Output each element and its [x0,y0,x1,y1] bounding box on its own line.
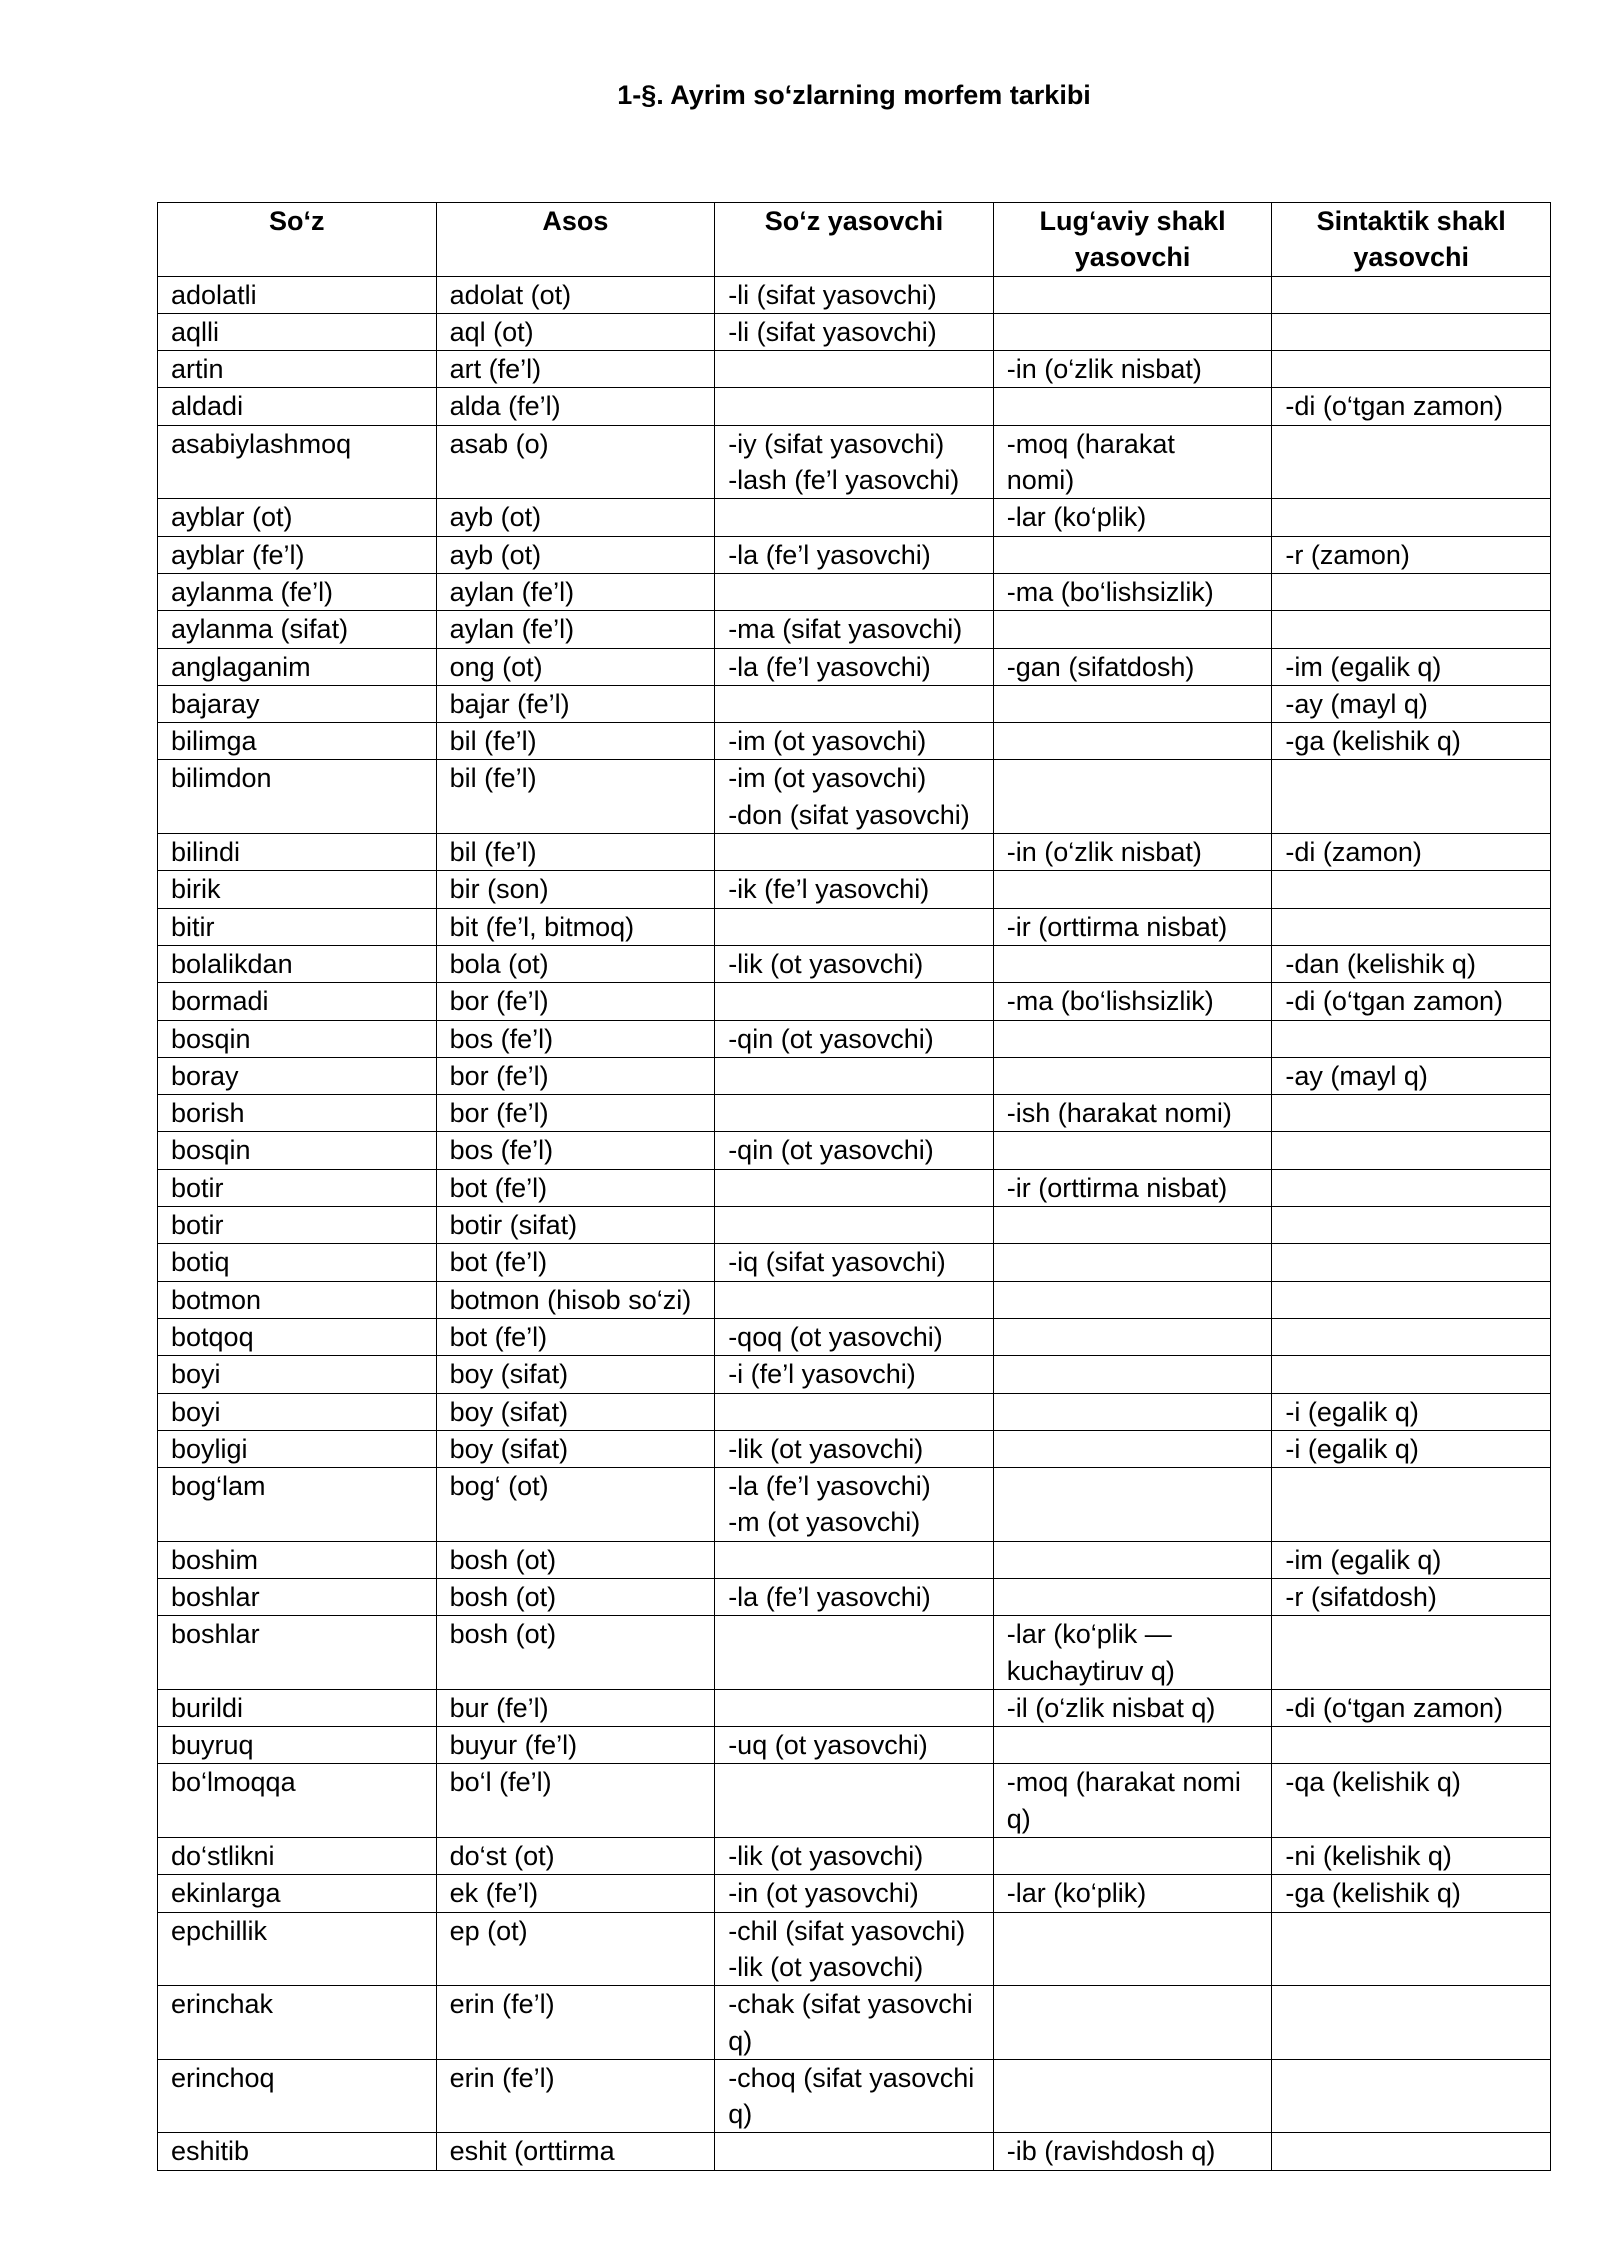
cell-syntactic-form-affix [1272,351,1551,388]
cell-derivational-affix: -im (ot yasovchi) [715,723,994,760]
cell-lexical-form-affix [993,1838,1272,1875]
cell-derivational-affix: -la (fe’l yasovchi) [715,1578,994,1615]
cell-syntactic-form-affix [1272,611,1551,648]
cell-derivational-affix [715,685,994,722]
cell-derivational-affix [715,1281,994,1318]
cell-syntactic-form-affix: -ga (kelishik q) [1272,1875,1551,1912]
cell-syntactic-form-affix [1272,1912,1551,1986]
cell-word: boray [158,1057,437,1094]
cell-derivational-affix [715,1169,994,1206]
table-row [158,1430,1551,1467]
cell-stem: boy (sifat) [436,1430,715,1467]
cell-derivational-affix [715,1616,994,1690]
cell-syntactic-form-affix [1272,2133,1551,2170]
cell-stem: bor (fe’l) [436,1095,715,1132]
cell-lexical-form-affix: -in (o‘zlik nisbat) [993,834,1272,871]
cell-syntactic-form-affix: -di (o‘tgan zamon) [1272,983,1551,1020]
cell-lexical-form-affix [993,1020,1272,1057]
cell-word: artin [158,351,437,388]
cell-stem: botir (sifat) [436,1207,715,1244]
table-row [158,611,1551,648]
cell-word: ayblar (ot) [158,499,437,536]
cell-derivational-affix [715,1057,994,1094]
cell-word: bilindi [158,834,437,871]
cell-word: birik [158,871,437,908]
cell-stem: bot (fe’l) [436,1169,715,1206]
cell-derivational-affix: -la (fe’l yasovchi) -m (ot yasovchi) [715,1468,994,1542]
table-row [158,2133,1551,2170]
cell-stem: bil (fe’l) [436,760,715,834]
cell-lexical-form-affix [993,1578,1272,1615]
cell-word: borish [158,1095,437,1132]
cell-stem: botmon (hisob so‘zi) [436,1281,715,1318]
cell-syntactic-form-affix: -i (egalik q) [1272,1430,1551,1467]
cell-lexical-form-affix [993,723,1272,760]
cell-derivational-affix [715,983,994,1020]
cell-syntactic-form-affix: -ay (mayl q) [1272,685,1551,722]
cell-syntactic-form-affix [1272,1244,1551,1281]
cell-syntactic-form-affix [1272,760,1551,834]
table-row [158,1244,1551,1281]
cell-word: eshitib [158,2133,437,2170]
table-header-row [158,203,1551,277]
cell-derivational-affix: -im (ot yasovchi) -don (sifat yasovchi) [715,760,994,834]
cell-word: bitir [158,908,437,945]
cell-derivational-affix [715,388,994,425]
cell-stem: aylan (fe’l) [436,573,715,610]
cell-stem: aql (ot) [436,313,715,350]
table-row [158,871,1551,908]
cell-lexical-form-affix [993,611,1272,648]
morpheme-table [157,202,1551,2171]
cell-stem: boy (sifat) [436,1356,715,1393]
cell-derivational-affix [715,834,994,871]
cell-stem: bot (fe’l) [436,1244,715,1281]
cell-derivational-affix: -lik (ot yasovchi) [715,1838,994,1875]
cell-syntactic-form-affix [1272,1727,1551,1764]
cell-stem: bos (fe’l) [436,1132,715,1169]
cell-derivational-affix: -chak (sifat yasovchi q) [715,1986,994,2060]
table-row [158,1727,1551,1764]
cell-lexical-form-affix [993,1132,1272,1169]
cell-word: botir [158,1169,437,1206]
cell-stem: bola (ot) [436,945,715,982]
cell-syntactic-form-affix: -im (egalik q) [1272,1541,1551,1578]
cell-syntactic-form-affix [1272,1986,1551,2060]
cell-lexical-form-affix [993,313,1272,350]
cell-word: bajaray [158,685,437,722]
cell-word: erinchak [158,1986,437,2060]
cell-stem: alda (fe’l) [436,388,715,425]
table-row [158,1986,1551,2060]
cell-syntactic-form-affix [1272,1020,1551,1057]
cell-lexical-form-affix [993,1244,1272,1281]
table-row [158,1169,1551,1206]
cell-word: buyruq [158,1727,437,1764]
table-row [158,1132,1551,1169]
column-header-lexical-form-affix: Lug‘aviy shakl yasovchi [993,203,1272,277]
table-row [158,276,1551,313]
cell-word: burildi [158,1689,437,1726]
cell-stem: erin (fe’l) [436,1986,715,2060]
cell-word: aylanma (sifat) [158,611,437,648]
table-row [158,834,1551,871]
table-row [158,1578,1551,1615]
cell-stem: bor (fe’l) [436,983,715,1020]
cell-stem: bajar (fe’l) [436,685,715,722]
cell-syntactic-form-affix: -r (sifatdosh) [1272,1578,1551,1615]
table-row [158,499,1551,536]
cell-lexical-form-affix [993,1468,1272,1542]
cell-derivational-affix: -qoq (ot yasovchi) [715,1318,994,1355]
cell-syntactic-form-affix [1272,2059,1551,2133]
table-row [158,1541,1551,1578]
table-row [158,351,1551,388]
cell-derivational-affix [715,499,994,536]
table-row [158,760,1551,834]
cell-stem: bir (son) [436,871,715,908]
table-row [158,723,1551,760]
table-row [158,1318,1551,1355]
cell-stem: bosh (ot) [436,1578,715,1615]
cell-stem: bit (fe’l, bitmoq) [436,908,715,945]
cell-lexical-form-affix: -lar (ko‘plik) [993,499,1272,536]
table-row [158,1057,1551,1094]
cell-derivational-affix: -la (fe’l yasovchi) [715,648,994,685]
cell-word: epchillik [158,1912,437,1986]
cell-syntactic-form-affix [1272,573,1551,610]
table-row [158,1689,1551,1726]
cell-syntactic-form-affix [1272,908,1551,945]
table-row [158,313,1551,350]
cell-stem: ek (fe’l) [436,1875,715,1912]
cell-stem: adolat (ot) [436,276,715,313]
cell-lexical-form-affix: -moq (harakat nomi q) [993,1764,1272,1838]
cell-syntactic-form-affix [1272,1356,1551,1393]
cell-lexical-form-affix [993,1912,1272,1986]
cell-lexical-form-affix [993,1281,1272,1318]
table-row [158,1764,1551,1838]
cell-word: bosqin [158,1132,437,1169]
cell-stem: bur (fe’l) [436,1689,715,1726]
cell-word: boyi [158,1356,437,1393]
cell-derivational-affix: -iq (sifat yasovchi) [715,1244,994,1281]
cell-word: aylanma (fe’l) [158,573,437,610]
cell-stem: bog‘ (ot) [436,1468,715,1542]
cell-stem: buyur (fe’l) [436,1727,715,1764]
cell-derivational-affix: -ma (sifat yasovchi) [715,611,994,648]
table-row [158,1912,1551,1986]
cell-syntactic-form-affix: -ga (kelishik q) [1272,723,1551,760]
cell-derivational-affix: -in (ot yasovchi) [715,1875,994,1912]
cell-lexical-form-affix [993,1318,1272,1355]
cell-stem: bos (fe’l) [436,1020,715,1057]
cell-syntactic-form-affix [1272,1468,1551,1542]
cell-derivational-affix: -qin (ot yasovchi) [715,1132,994,1169]
cell-lexical-form-affix [993,1356,1272,1393]
cell-stem: bosh (ot) [436,1616,715,1690]
cell-syntactic-form-affix: -di (o‘tgan zamon) [1272,388,1551,425]
table-row [158,388,1551,425]
cell-derivational-affix: -uq (ot yasovchi) [715,1727,994,1764]
cell-syntactic-form-affix [1272,313,1551,350]
cell-derivational-affix [715,1541,994,1578]
column-header-stem: Asos [436,203,715,277]
cell-derivational-affix [715,351,994,388]
cell-lexical-form-affix [993,388,1272,425]
table-row [158,1207,1551,1244]
cell-lexical-form-affix [993,1430,1272,1467]
cell-word: bormadi [158,983,437,1020]
cell-word: botqoq [158,1318,437,1355]
table-row [158,1616,1551,1690]
table-row [158,1838,1551,1875]
cell-syntactic-form-affix: -ni (kelishik q) [1272,1838,1551,1875]
cell-stem: ayb (ot) [436,536,715,573]
cell-derivational-affix: -chil (sifat yasovchi) -lik (ot yasovchi) [715,1912,994,1986]
cell-derivational-affix: -li (sifat yasovchi) [715,313,994,350]
cell-lexical-form-affix [993,1541,1272,1578]
cell-lexical-form-affix [993,1393,1272,1430]
cell-word: asabiylashmoq [158,425,437,499]
table-row [158,1468,1551,1542]
cell-word: aldadi [158,388,437,425]
cell-derivational-affix: -li (sifat yasovchi) [715,276,994,313]
cell-lexical-form-affix [993,2059,1272,2133]
cell-derivational-affix: -i (fe’l yasovchi) [715,1356,994,1393]
cell-word: bosqin [158,1020,437,1057]
table-row [158,1393,1551,1430]
cell-lexical-form-affix: -lar (ko‘plik) [993,1875,1272,1912]
cell-syntactic-form-affix [1272,1281,1551,1318]
cell-lexical-form-affix: -ma (bo‘lishsizlik) [993,573,1272,610]
cell-word: bolalikdan [158,945,437,982]
cell-lexical-form-affix [993,1727,1272,1764]
table-row [158,945,1551,982]
cell-derivational-affix [715,908,994,945]
cell-stem: bil (fe’l) [436,723,715,760]
cell-stem: aylan (fe’l) [436,611,715,648]
cell-word: adolatli [158,276,437,313]
cell-derivational-affix: -qin (ot yasovchi) [715,1020,994,1057]
cell-stem: erin (fe’l) [436,2059,715,2133]
cell-syntactic-form-affix [1272,499,1551,536]
cell-stem: boy (sifat) [436,1393,715,1430]
cell-stem: eshit (orttirma [436,2133,715,2170]
cell-lexical-form-affix: -ish (harakat nomi) [993,1095,1272,1132]
cell-syntactic-form-affix [1272,871,1551,908]
cell-word: boshim [158,1541,437,1578]
cell-derivational-affix [715,573,994,610]
cell-lexical-form-affix: -ir (orttirma nisbat) [993,1169,1272,1206]
cell-word: bo‘lmoqqa [158,1764,437,1838]
cell-word: ayblar (fe’l) [158,536,437,573]
cell-lexical-form-affix: -ma (bo‘lishsizlik) [993,983,1272,1020]
cell-derivational-affix: -iy (sifat yasovchi) -lash (fe’l yasovchi) [715,425,994,499]
page-title: 1-§. Ayrim so‘zlarning morfem tarkibi [617,80,1091,110]
cell-lexical-form-affix [993,945,1272,982]
table-header [158,203,1551,277]
table-row [158,1281,1551,1318]
cell-syntactic-form-affix: -r (zamon) [1272,536,1551,573]
cell-lexical-form-affix: -ir (orttirma nisbat) [993,908,1272,945]
cell-stem: bor (fe’l) [436,1057,715,1094]
table-row [158,1875,1551,1912]
cell-word: erinchoq [158,2059,437,2133]
cell-syntactic-form-affix [1272,1207,1551,1244]
cell-derivational-affix [715,1095,994,1132]
cell-lexical-form-affix: -il (o‘zlik nisbat q) [993,1689,1272,1726]
cell-derivational-affix: -lik (ot yasovchi) [715,945,994,982]
cell-derivational-affix [715,1393,994,1430]
cell-word: do‘stlikni [158,1838,437,1875]
cell-stem: art (fe’l) [436,351,715,388]
cell-syntactic-form-affix: -im (egalik q) [1272,648,1551,685]
cell-word: aqlli [158,313,437,350]
cell-word: boyi [158,1393,437,1430]
cell-lexical-form-affix [993,1057,1272,1094]
table-row [158,1020,1551,1057]
table-row [158,685,1551,722]
cell-lexical-form-affix [993,276,1272,313]
cell-derivational-affix: -la (fe’l yasovchi) [715,536,994,573]
cell-word: bog‘lam [158,1468,437,1542]
cell-word: boshlar [158,1616,437,1690]
cell-word: botmon [158,1281,437,1318]
cell-lexical-form-affix: -gan (sifatdosh) [993,648,1272,685]
table-row [158,983,1551,1020]
cell-syntactic-form-affix [1272,425,1551,499]
table-row [158,2059,1551,2133]
column-header-word: So‘z [158,203,437,277]
cell-stem: ong (ot) [436,648,715,685]
cell-derivational-affix: -choq (sifat yasovchi q) [715,2059,994,2133]
cell-syntactic-form-affix: -qa (kelishik q) [1272,1764,1551,1838]
cell-derivational-affix [715,2133,994,2170]
table-row [158,573,1551,610]
cell-word: botir [158,1207,437,1244]
cell-stem: asab (o) [436,425,715,499]
cell-lexical-form-affix: -moq (harakat nomi) [993,425,1272,499]
cell-stem: bot (fe’l) [436,1318,715,1355]
cell-syntactic-form-affix: -dan (kelishik q) [1272,945,1551,982]
cell-word: botiq [158,1244,437,1281]
cell-word: bilimga [158,723,437,760]
table-row [158,425,1551,499]
cell-stem: ayb (ot) [436,499,715,536]
table-row [158,1356,1551,1393]
cell-derivational-affix: -lik (ot yasovchi) [715,1430,994,1467]
cell-stem: ep (ot) [436,1912,715,1986]
cell-syntactic-form-affix [1272,1132,1551,1169]
cell-syntactic-form-affix: -ay (mayl q) [1272,1057,1551,1094]
table-row [158,1095,1551,1132]
table-row [158,908,1551,945]
cell-syntactic-form-affix [1272,1169,1551,1206]
cell-word: boyligi [158,1430,437,1467]
table-row [158,536,1551,573]
column-header-derivational-affix: So‘z yasovchi [715,203,994,277]
cell-word: anglaganim [158,648,437,685]
cell-lexical-form-affix: -ib (ravishdosh q) [993,2133,1272,2170]
cell-lexical-form-affix [993,685,1272,722]
cell-word: ekinlarga [158,1875,437,1912]
cell-syntactic-form-affix [1272,1318,1551,1355]
cell-lexical-form-affix [993,536,1272,573]
cell-syntactic-form-affix: -di (zamon) [1272,834,1551,871]
cell-derivational-affix [715,1207,994,1244]
cell-word: bilimdon [158,760,437,834]
cell-syntactic-form-affix [1272,1616,1551,1690]
cell-lexical-form-affix [993,1986,1272,2060]
cell-derivational-affix [715,1764,994,1838]
cell-syntactic-form-affix [1272,276,1551,313]
cell-syntactic-form-affix: -di (o‘tgan zamon) [1272,1689,1551,1726]
cell-word: boshlar [158,1578,437,1615]
cell-lexical-form-affix: -in (o‘zlik nisbat) [993,351,1272,388]
cell-derivational-affix: -ik (fe’l yasovchi) [715,871,994,908]
cell-stem: bo‘l (fe’l) [436,1764,715,1838]
column-header-syntactic-form-affix: Sintaktik shakl yasovchi [1272,203,1551,277]
cell-syntactic-form-affix: -i (egalik q) [1272,1393,1551,1430]
table-body [158,276,1551,2170]
cell-lexical-form-affix [993,1207,1272,1244]
cell-lexical-form-affix [993,871,1272,908]
cell-stem: bosh (ot) [436,1541,715,1578]
cell-syntactic-form-affix [1272,1095,1551,1132]
cell-derivational-affix [715,1689,994,1726]
table-row [158,648,1551,685]
cell-stem: do‘st (ot) [436,1838,715,1875]
cell-lexical-form-affix: -lar (ko‘plik — kuchaytiruv q) [993,1616,1272,1690]
cell-lexical-form-affix [993,760,1272,834]
cell-stem: bil (fe’l) [436,834,715,871]
